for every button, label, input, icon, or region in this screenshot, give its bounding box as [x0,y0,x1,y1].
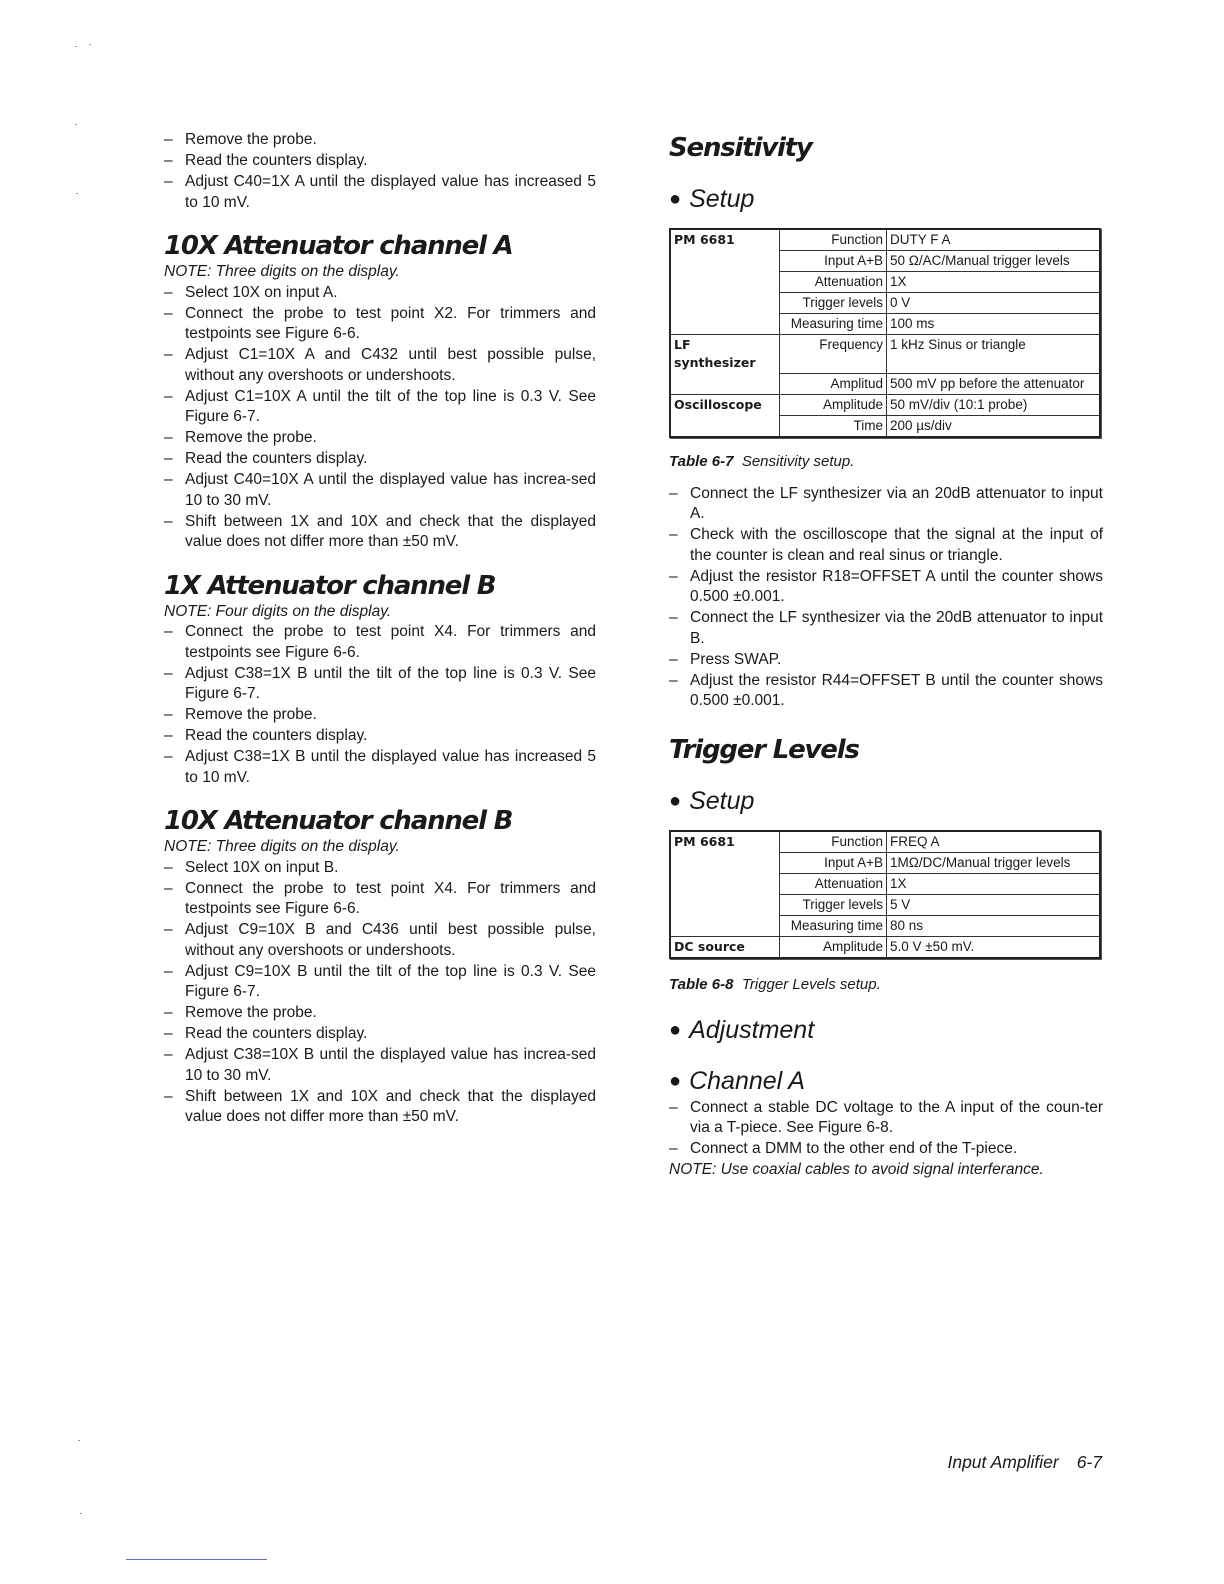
list-item: – Connect the probe to test point X4. For trimmers and testpoints see Figure 6-6. [164,622,596,663]
table-row [670,293,1100,314]
scan-speck [75,124,77,125]
section-heading: 1X Attenuator channel B [164,570,496,601]
list-item: – Adjust C40=1X A until the displayed value has increased 5 to 10 mV. [164,172,596,213]
procedure-list [669,1098,1103,1160]
table-param-cell: Input A+B [780,251,887,272]
list-item: – Adjust C1=10X A until the tilt of the top line is 0.3 V. See Figure 6-7. [164,387,596,428]
list-item: – Connect the probe to test point X2. For trimmers and testpoints see Figure 6-6. [164,304,596,345]
table-value-cell: 80 ns [887,915,1101,936]
table-param-cell: Trigger levels [780,894,887,915]
table-row [670,852,1100,873]
list-item: – Shift between 1X and 10X and check that the displayed value does not differ more than ±50 mV. [164,512,596,553]
table-row [670,272,1100,293]
table-value-cell: 5 V [887,894,1101,915]
list-item: – Read the counters display. [164,449,596,470]
scan-speck [89,44,91,45]
table-row [670,251,1100,272]
list-item: – Adjust the resistor R18=OFFSET A until the counter shows 0.500 ±0.001. [669,567,1103,608]
channel-heading: ● Channel A [669,1066,805,1095]
table-param-cell: Function [780,229,887,251]
table-group-cell: LF synthesizer [670,335,780,374]
table-caption [669,452,1103,472]
sensitivity-setup-table [669,228,1101,438]
table-param-cell: Measuring time [780,314,887,335]
list-item: – Adjust C9=10X B until the tilt of the top line is 0.3 V. See Figure 6-7. [164,962,596,1003]
table-value-cell: 100 ms [887,314,1101,335]
table-param-cell: Trigger levels [780,293,887,314]
table-group-cell [670,314,780,335]
list-item: – Adjust C1=10X A and C432 until best possible pulse, without any overshoots or undershoots. [164,345,596,386]
table-value-cell: 1MΩ/DC/Manual trigger levels [887,852,1101,873]
trigger-setup-table [669,830,1101,959]
section-note: NOTE: Use coaxial cables to avoid signal interferance. [669,1161,1044,1178]
list-item: – Adjust C40=10X A until the displayed value has increa-sed 10 to 30 mV. [164,470,596,511]
procedure-list [164,858,596,1128]
table-param-cell: Amplitude [780,394,887,415]
list-item: – Connect a DMM to the other end of the T-piece. [669,1139,1103,1160]
list-item: – Read the counters display. [164,151,596,172]
table-group-cell [670,852,780,873]
setup-heading: ● Setup [669,185,755,213]
list-item: – Read the counters display. [164,1024,596,1045]
table-group-cell: PM 6681 [670,229,780,251]
table-param-cell: Attenuation [780,873,887,894]
caption-number: Table 6-7 [669,452,734,470]
procedure-list [164,283,596,553]
table-row [670,229,1100,251]
list-item: – Remove the probe. [164,130,596,151]
procedure-list [669,484,1103,712]
left-column [164,130,596,1128]
table-row [670,915,1100,936]
table-param-cell: Amplitude [780,936,887,958]
page-number: 6-7 [1076,1452,1102,1472]
list-item: – Select 10X on input A. [164,283,596,304]
procedure-list [164,622,596,788]
table-param-cell: Amplitud [780,373,887,394]
list-item: – Connect the LF synthesizer via the 20dB attenuator to input B. [669,608,1103,649]
table-value-cell: 500 mV pp before the attenuator [887,373,1101,394]
scan-speck [76,193,78,194]
intro-list [164,130,596,213]
table-value-cell: DUTY F A [887,229,1101,251]
bullet-icon: ● [669,188,682,210]
bullet-icon: ● [669,1018,682,1041]
table-row [670,873,1100,894]
section-heading: 10X Attenuator channel A [164,231,513,261]
table-value-cell: 1X [887,272,1101,293]
list-item: – Remove the probe. [164,1003,596,1024]
scan-speck [75,46,77,47]
list-item: – Connect the LF synthesizer via an 20dB attenuator to input A. [669,484,1103,525]
adjustment-heading: ● Adjustment [669,1015,815,1044]
list-item: – Check with the oscilloscope that the signal at the input of the counter is clean and real sinus or triangle. [669,525,1103,566]
footer-section: Input Amplifier [947,1452,1059,1472]
list-item: – Adjust C38=10X B until the displayed value has increa-sed 10 to 30 mV. [164,1045,596,1086]
table-group-cell [670,915,780,936]
table-row [670,335,1100,374]
list-item: – Press SWAP. [669,650,1103,671]
table-row [670,894,1100,915]
table-value-cell: FREQ A [887,831,1101,853]
table-param-cell: Attenuation [780,272,887,293]
caption-text: Sensitivity setup. [741,452,855,470]
section-heading: Trigger Levels [669,734,859,765]
table-row [670,373,1100,394]
table-value-cell: 5.0 V ±50 mV. [887,936,1101,958]
table-group-cell: DC source [670,936,780,958]
table-row [670,831,1100,853]
caption-text: Trigger Levels setup. [741,975,881,993]
table-row [670,936,1100,958]
list-item: – Adjust C9=10X B and C436 until best possible pulse, without any overshoots or undershoots. [164,920,596,961]
setup-heading: ● Setup [669,786,755,815]
section-note: NOTE: Four digits on the display. [164,602,392,620]
list-item: – Remove the probe. [164,705,596,726]
table-value-cell: 1X [887,873,1101,894]
table-value-cell: 1 kHz Sinus or triangle [887,335,1101,374]
bullet-icon: ● [669,1069,682,1092]
section-note: NOTE: Three digits on the display. [164,263,400,280]
table-group-cell: PM 6681 [670,831,780,853]
table-value-cell: 200 µs/div [887,415,1101,437]
table-value-cell: 50 Ω/AC/Manual trigger levels [887,251,1101,272]
section-heading: Sensitivity [669,133,812,163]
bullet-icon: ● [669,789,682,812]
page-footer [947,1452,1102,1473]
table-row [670,314,1100,335]
table-group-cell: Oscilloscope [670,394,780,415]
table-row [670,394,1100,415]
table-value-cell: 0 V [887,293,1101,314]
list-item: – Connect the probe to test point X4. For trimmers and testpoints see Figure 6-6. [164,879,596,920]
table-param-cell: Frequency [780,335,887,374]
scan-speck [80,1513,82,1514]
scan-speck [78,1440,80,1441]
table-group-cell [670,873,780,894]
list-item: – Connect a stable DC voltage to the A input of the coun-ter via a T-piece. See Figure 6-8. [669,1098,1103,1139]
table-param-cell: Function [780,831,887,853]
list-item: – Shift between 1X and 10X and check that the displayed value does not differ more than ±50 mV. [164,1087,596,1128]
table-param-cell: Time [780,415,887,437]
table-group-cell [670,415,780,437]
table-param-cell: Input A+B [780,852,887,873]
table-param-cell: Measuring time [780,915,887,936]
table-group-cell [670,373,780,394]
list-item: – Adjust C38=1X B until the displayed value has increased 5 to 10 mV. [164,747,596,788]
table-group-cell [670,894,780,915]
table-caption [669,975,1103,995]
section-heading: 10X Attenuator channel B [164,806,513,836]
footer-rule [126,1559,267,1560]
list-item: – Adjust C38=1X B until the tilt of the top line is 0.3 V. See Figure 6-7. [164,664,596,705]
caption-number: Table 6-8 [669,975,734,993]
list-item: – Remove the probe. [164,428,596,449]
table-value-cell: 50 mV/div (10:1 probe) [887,394,1101,415]
right-column [669,130,1103,1181]
table-group-cell [670,272,780,293]
table-group-cell [670,251,780,272]
list-item: – Adjust the resistor R44=OFFSET B until the counter shows 0.500 ±0.001. [669,671,1103,712]
list-item: – Select 10X on input B. [164,858,596,879]
section-note: NOTE: Three digits on the display. [164,838,400,855]
list-item: – Read the counters display. [164,726,596,747]
table-row [670,415,1100,437]
table-group-cell [670,293,780,314]
